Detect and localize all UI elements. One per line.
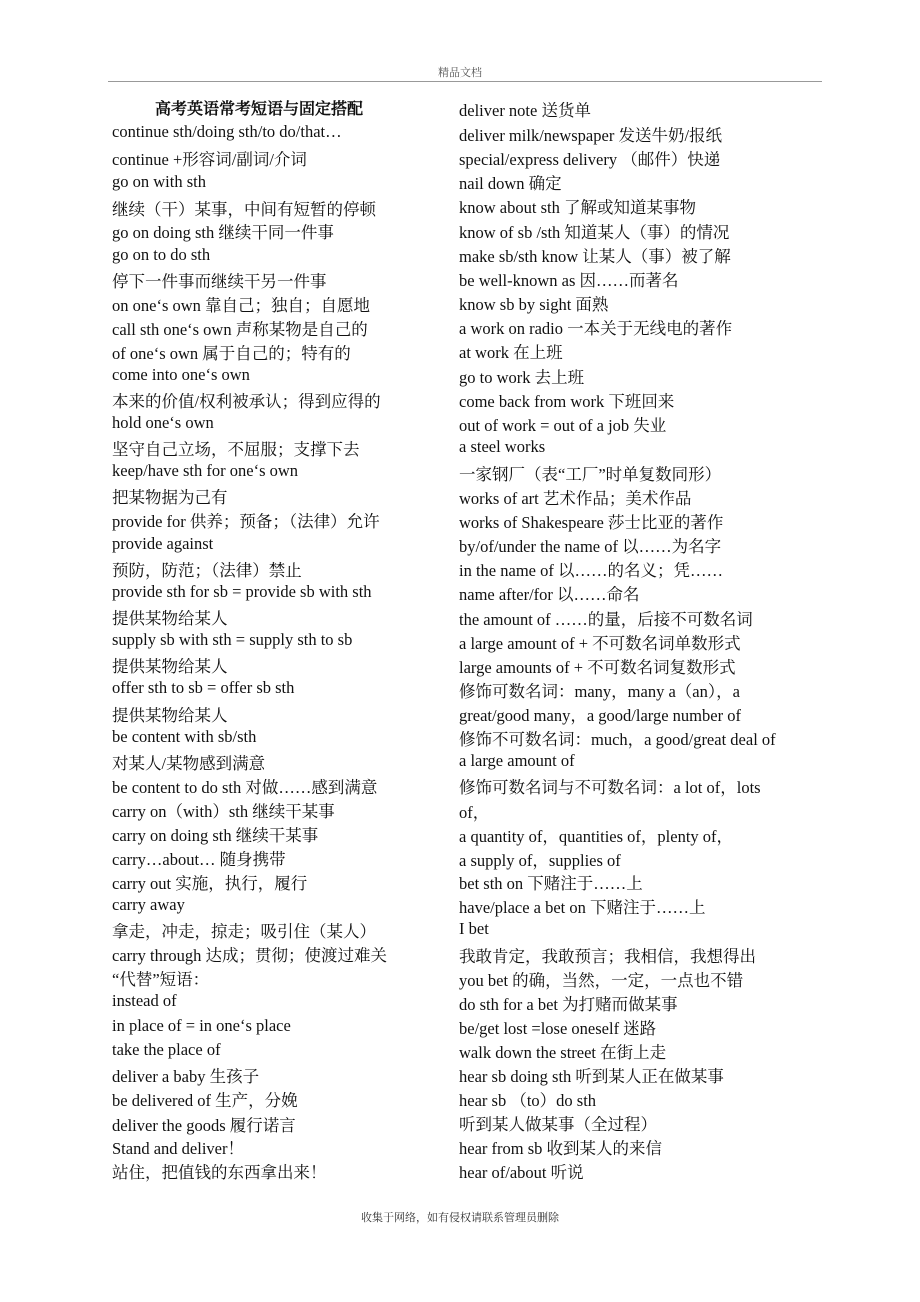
left-phrase-line: carry away bbox=[112, 895, 185, 914]
left-phrase-line: carry on doing sth 继续干某事 bbox=[112, 826, 319, 845]
left-phrase-line: 继续（干）某事，中间有短暂的停顿 bbox=[112, 200, 376, 219]
left-phrase-line: deliver the goods 履行诺言 bbox=[112, 1116, 296, 1135]
right-phrase-line: know of sb /sth 知道某人（事）的情况 bbox=[459, 223, 730, 242]
left-phrase-line: go on doing sth 继续干同一件事 bbox=[112, 223, 334, 242]
right-phrase-line: come back from work 下班回来 bbox=[459, 392, 675, 411]
right-phrase-line: know about sth 了解或知道某事物 bbox=[459, 198, 696, 217]
right-phrase-line: a work on radio 一本关于无线电的著作 bbox=[459, 319, 733, 338]
right-phrase-line: special/express delivery （邮件）快递 bbox=[459, 150, 721, 169]
right-phrase-line: I bet bbox=[459, 919, 489, 938]
left-phrase-line: 拿走，冲走，掠走；吸引住（某人） bbox=[112, 922, 376, 941]
right-phrase-line: 一家钢厂（表“工厂”时单复数同形） bbox=[459, 465, 722, 484]
right-phrase-line: 修饰不可数名词：much，a good/great deal of bbox=[459, 730, 776, 749]
right-phrase-line: deliver note 送货单 bbox=[459, 101, 591, 120]
left-phrase-line: 停下一件事而继续干另一件事 bbox=[112, 272, 327, 291]
left-phrase-line: on one‘s own 靠自己；独自；自愿地 bbox=[112, 296, 371, 315]
right-phrase-line: large amounts of + 不可数名词复数形式 bbox=[459, 658, 736, 677]
left-phrase-line: take the place of bbox=[112, 1040, 221, 1059]
left-phrase-line: 本来的价值/权利被承认；得到应得的 bbox=[112, 392, 381, 411]
right-phrase-line: hear from sb 收到某人的来信 bbox=[459, 1139, 663, 1158]
left-phrase-line: go on with sth bbox=[112, 172, 206, 191]
right-phrase-line: a steel works bbox=[459, 437, 546, 456]
right-phrase-line: go to work 去上班 bbox=[459, 368, 585, 387]
left-phrase-line: 对某人/某物感到满意 bbox=[112, 754, 266, 773]
right-phrase-line: a large amount of + 不可数名词单数形式 bbox=[459, 634, 741, 653]
right-phrase-line: great/good many，a good/large number of bbox=[459, 706, 741, 725]
left-phrase-line: offer sth to sb = offer sb sth bbox=[112, 678, 295, 697]
right-phrase-line: be well-known as 因……而著名 bbox=[459, 271, 679, 290]
right-phrase-line: 我敢肯定，我敢预言；我相信，我想得出 bbox=[459, 947, 756, 966]
left-phrase-line: be content to do sth 对做……感到满意 bbox=[112, 778, 378, 797]
left-phrase-line: carry out 实施，执行，履行 bbox=[112, 874, 308, 893]
right-phrase-line: 修饰可数名词与不可数名词：a lot of，lots bbox=[459, 778, 761, 797]
page-header: 精品文档 bbox=[438, 66, 482, 79]
right-phrase-line: know sb by sight 面熟 bbox=[459, 295, 609, 314]
left-phrase-line: 提供某物给某人 bbox=[112, 706, 228, 725]
left-phrase-line: 提供某物给某人 bbox=[112, 609, 228, 628]
header-divider bbox=[108, 81, 822, 82]
right-phrase-line: hear of/about 听说 bbox=[459, 1163, 584, 1182]
left-phrase-line: of one‘s own 属于自己的；特有的 bbox=[112, 344, 351, 363]
right-phrase-line: 修饰可数名词：many，many a（an），a bbox=[459, 682, 740, 701]
right-phrase-line: of， bbox=[459, 803, 490, 822]
right-phrase-line: hear sb （to）do sth bbox=[459, 1091, 597, 1110]
right-phrase-line: deliver milk/newspaper 发送牛奶/报纸 bbox=[459, 126, 723, 145]
left-phrase-line: be delivered of 生产，分娩 bbox=[112, 1091, 298, 1110]
right-phrase-line: the amount of ……的量，后接不可数名词 bbox=[459, 610, 753, 629]
right-phrase-line: do sth for a bet 为打赌而做某事 bbox=[459, 995, 678, 1014]
left-phrase-line: 站住，把值钱的东西拿出来！ bbox=[112, 1163, 327, 1182]
right-phrase-line: be/get lost =lose oneself 迷路 bbox=[459, 1019, 657, 1038]
right-phrase-line: you bet 的确，当然，一定，一点也不错 bbox=[459, 971, 744, 990]
right-phrase-line: a supply of，supplies of bbox=[459, 851, 621, 870]
right-phrase-line: a quantity of，quantities of，plenty of， bbox=[459, 827, 734, 846]
left-phrase-line: “代替”短语： bbox=[112, 970, 210, 989]
right-phrase-line: hear sb doing sth 听到某人正在做某事 bbox=[459, 1067, 724, 1086]
left-phrase-line: 坚守自己立场，不屈服；支撑下去 bbox=[112, 440, 360, 459]
page-footer: 收集于网络，如有侵权请联系管理员删除 bbox=[361, 1211, 559, 1224]
left-phrase-line: keep/have sth for one‘s own bbox=[112, 461, 299, 480]
right-phrase-line: name after/for 以……命名 bbox=[459, 585, 640, 604]
left-phrase-line: in place of = in one‘s place bbox=[112, 1016, 291, 1035]
right-phrase-line: works of Shakespeare 莎士比亚的著作 bbox=[459, 513, 724, 532]
left-phrase-line: continue +形容词/副词/介词 bbox=[112, 150, 307, 169]
left-phrase-line: carry…about… 随身携带 bbox=[112, 850, 286, 869]
left-phrase-line: come into one‘s own bbox=[112, 365, 250, 384]
left-phrase-line: Stand and deliver！ bbox=[112, 1139, 244, 1158]
left-phrase-line: provide for 供养；预备；（法律）允许 bbox=[112, 512, 380, 531]
right-phrase-line: a large amount of bbox=[459, 751, 575, 770]
left-phrase-line: hold one‘s own bbox=[112, 413, 214, 432]
left-phrase-line: supply sb with sth = supply sth to sb bbox=[112, 630, 353, 649]
right-phrase-line: works of art 艺术作品；美术作品 bbox=[459, 489, 692, 508]
left-phrase-line: be content with sb/sth bbox=[112, 727, 257, 746]
left-phrase-line: provide against bbox=[112, 534, 214, 553]
right-phrase-line: by/of/under the name of 以……为名字 bbox=[459, 537, 722, 556]
left-phrase-line: go on to do sth bbox=[112, 245, 211, 264]
right-phrase-line: nail down 确定 bbox=[459, 174, 562, 193]
right-phrase-line: at work 在上班 bbox=[459, 343, 563, 362]
right-phrase-line: 听到某人做某事（全过程） bbox=[459, 1115, 657, 1134]
left-phrase-line: 把某物据为己有 bbox=[112, 488, 228, 507]
right-phrase-line: bet sth on 下赌注于……上 bbox=[459, 874, 643, 893]
left-phrase-line: provide sth for sb = provide sb with sth bbox=[112, 582, 372, 601]
left-phrase-line: carry on（with）sth 继续干某事 bbox=[112, 802, 335, 821]
right-phrase-line: have/place a bet on 下赌注于……上 bbox=[459, 898, 706, 917]
document-title: 高考英语常考短语与固定搭配 bbox=[155, 99, 364, 118]
left-phrase-line: 预防，防范；（法律）禁止 bbox=[112, 561, 302, 580]
right-phrase-line: out of work = out of a job 失业 bbox=[459, 416, 667, 435]
left-phrase-line: instead of bbox=[112, 991, 177, 1010]
right-phrase-line: make sb/sth know 让某人（事）被了解 bbox=[459, 247, 731, 266]
right-phrase-line: in the name of 以……的名义；凭…… bbox=[459, 561, 723, 580]
left-phrase-line: continue sth/doing sth/to do/that… bbox=[112, 122, 342, 141]
left-phrase-line: deliver a baby 生孩子 bbox=[112, 1067, 260, 1086]
left-phrase-line: call sth one‘s own 声称某物是自己的 bbox=[112, 320, 368, 339]
right-phrase-line: walk down the street 在街上走 bbox=[459, 1043, 667, 1062]
left-phrase-line: carry through 达成；贯彻；使渡过难关 bbox=[112, 946, 387, 965]
left-phrase-line: 提供某物给某人 bbox=[112, 657, 228, 676]
